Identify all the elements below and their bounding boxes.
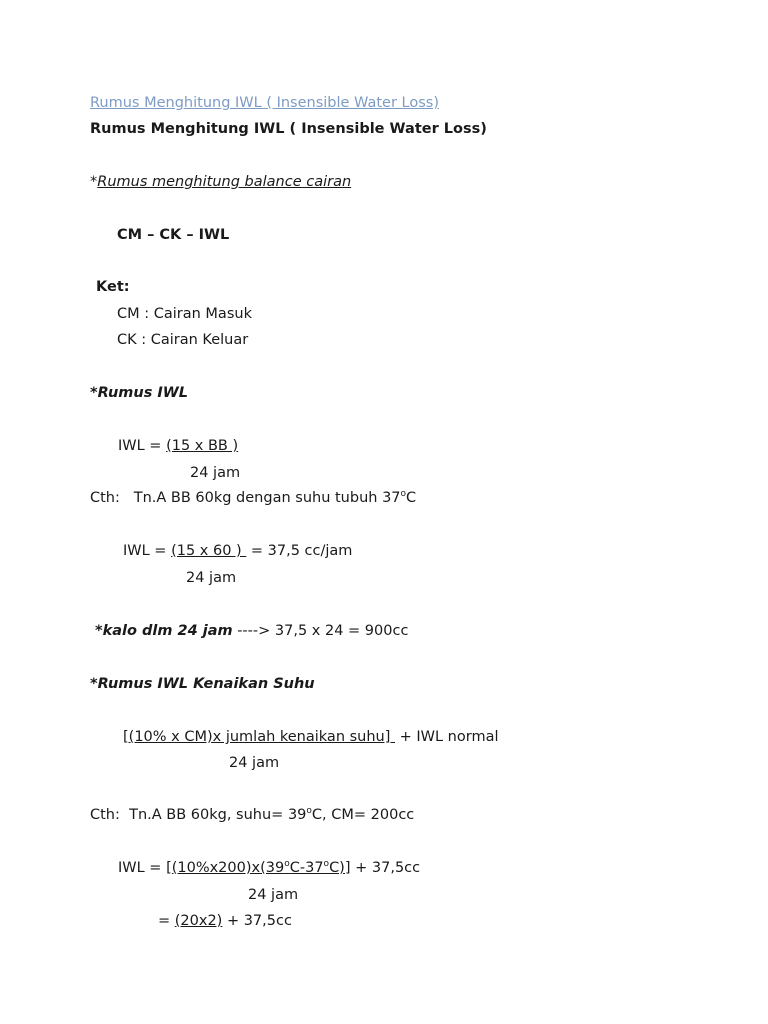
iwl-numerator: (15 x BB ) [166, 438, 239, 454]
iwl-temp-rest: + IWL normal [395, 729, 499, 745]
iwl-formula [118, 437, 238, 455]
numerator-part: C-37 [289, 860, 324, 876]
iwl-temp-formula [123, 728, 499, 746]
iwl-heading: *Rumus IWL [90, 385, 189, 401]
iwl-temp-heading: *Rumus IWL Kenaikan Suhu [90, 676, 315, 692]
iwl-denominator: 24 jam [190, 465, 241, 481]
example1-formula [123, 542, 352, 560]
daily-calc: ----> 37,5 x 24 = 900cc [232, 623, 409, 639]
numerator-part: C)] [329, 860, 351, 876]
iwl-temp-numerator: [(10% x CM)x jumlah kenaikan suhu] [123, 729, 396, 745]
ket-ck: CK : Cairan Keluar [117, 332, 249, 348]
daily-line [95, 622, 408, 640]
example1-result: = 37,5 cc/jam [246, 543, 353, 559]
example1-prefix: Cth: Tn.A BB 60kg dengan suhu tubuh 37 [90, 490, 401, 506]
example2-lhs: IWL = [118, 860, 167, 876]
balance-formula: CM – CK – IWL [117, 227, 230, 243]
example1-line [90, 489, 416, 507]
step-eq: = [158, 913, 175, 929]
example2-numerator [166, 860, 350, 876]
example2-rest: + 37,5cc [350, 860, 421, 876]
example2-formula [118, 859, 420, 877]
degree-mark: o [306, 806, 312, 816]
example1-lhs: IWL = [123, 543, 172, 559]
ket-label: Ket: [96, 279, 130, 295]
iwl-lhs: IWL = [118, 438, 167, 454]
daily-label: *kalo dlm 24 jam [95, 623, 233, 639]
iwl-temp-denominator: 24 jam [229, 755, 280, 771]
title-link[interactable]: Rumus Menghitung IWL ( Insensible Water Loss) [90, 95, 439, 111]
degree-mark: o [323, 859, 330, 869]
degree-mark: o [284, 859, 290, 869]
example2-t2: C, CM= 200cc [311, 807, 415, 823]
balance-label: Rumus menghitung balance cairan [97, 174, 352, 190]
ket-cm: CM : Cairan Masuk [117, 306, 252, 322]
example1-suffix: C [406, 490, 417, 506]
degree-mark: o [400, 489, 407, 499]
numerator-part: [(10%x200)x(39 [166, 860, 285, 876]
step-numerator: (20x2) [174, 913, 223, 929]
example1-numerator: (15 x 60 ) [171, 543, 247, 559]
balance-star: * [90, 174, 98, 190]
example2-step [158, 912, 292, 930]
step-rest: + 37,5cc [222, 913, 292, 929]
page-heading: Rumus Menghitung IWL ( Insensible Water Loss) [90, 121, 487, 137]
example1-denominator: 24 jam [186, 570, 237, 586]
example2-t1: Cth: Tn.A BB 60kg, suhu= 39 [90, 807, 307, 823]
example2-line [90, 806, 414, 824]
example2-denominator: 24 jam [248, 887, 299, 903]
balance-heading [90, 173, 351, 191]
